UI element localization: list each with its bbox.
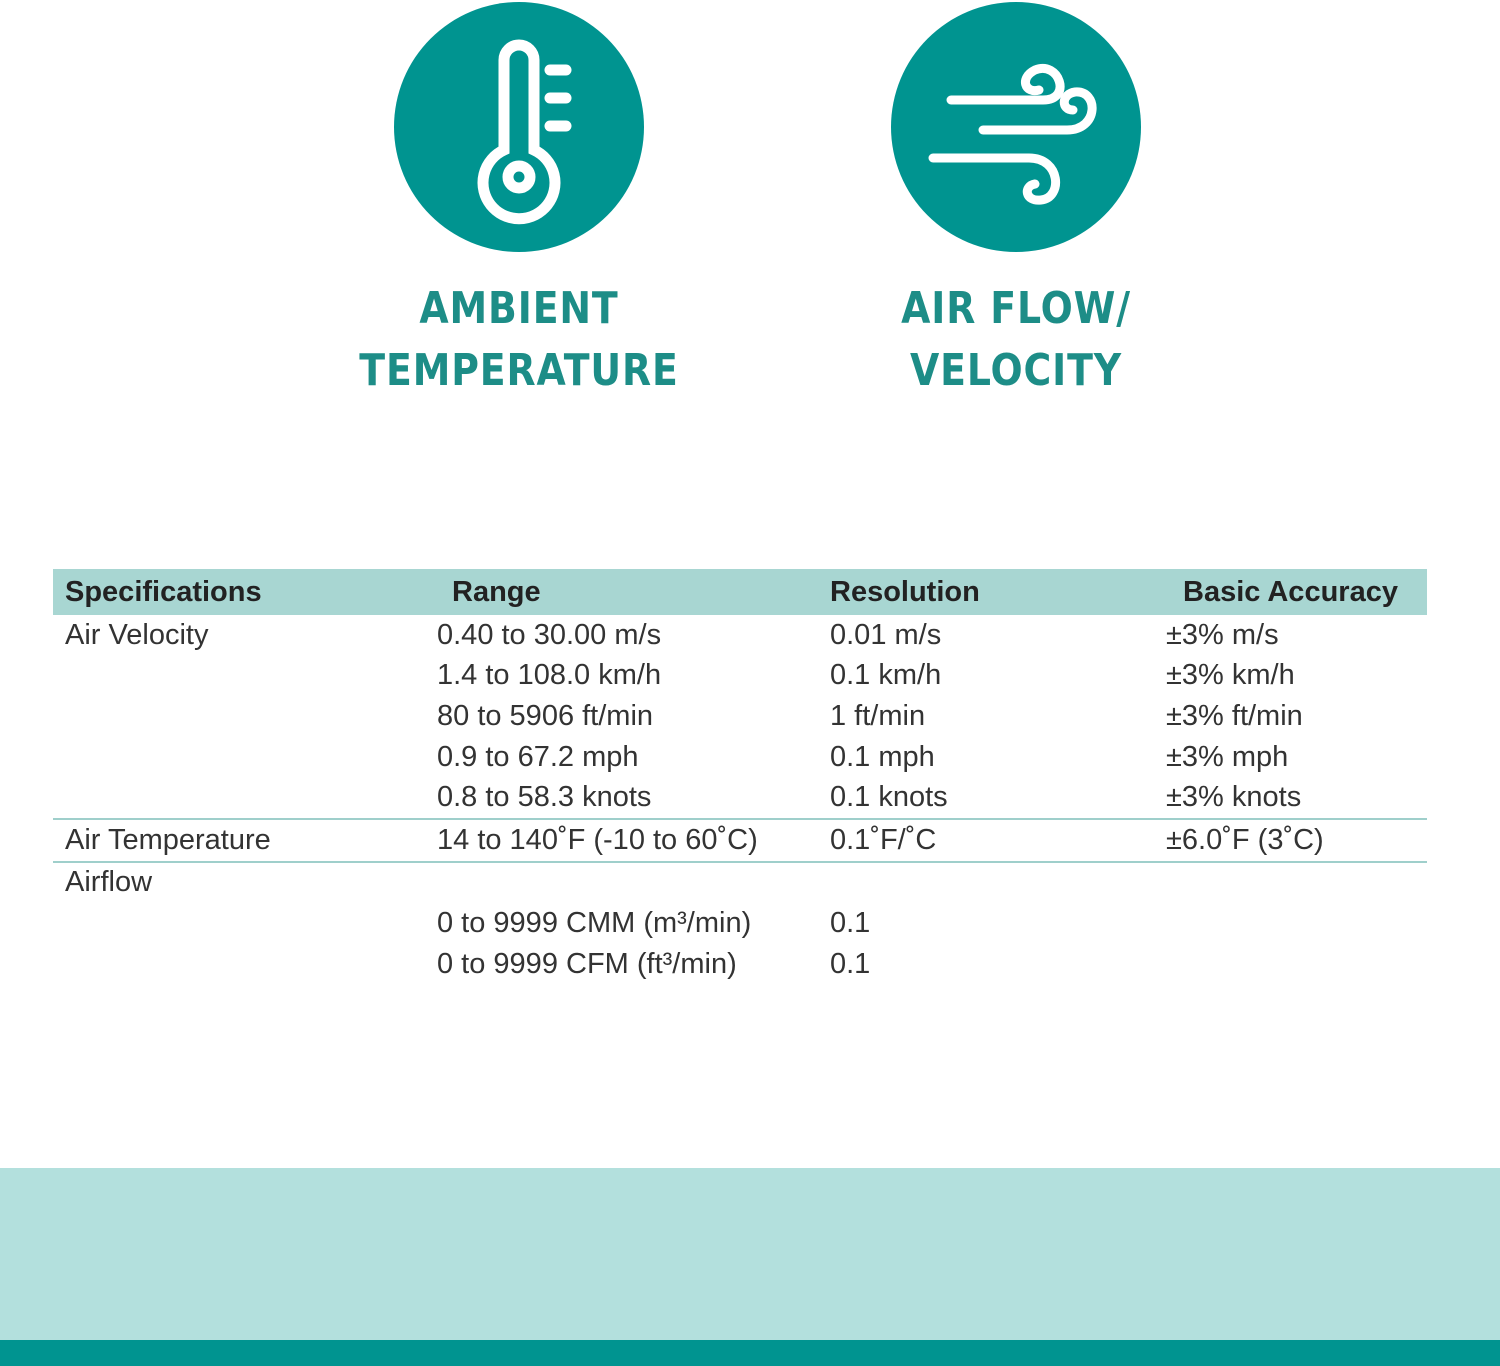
- spec-range: [437, 862, 824, 904]
- table-row: [53, 903, 1427, 944]
- table-row: [53, 819, 1427, 862]
- spec-accuracy: ±6.0˚F (3˚C): [1166, 819, 1427, 862]
- spec-name: [53, 656, 437, 697]
- table-row: [53, 656, 1427, 697]
- table-header-row: [53, 569, 1427, 615]
- spec-range: 0 to 9999 CFM (ft³/min): [437, 947, 737, 980]
- feature-air-flow-velocity: [816, 0, 1216, 402]
- spec-accuracy: ±3% knots: [1166, 777, 1427, 819]
- spec-resolution: 0.1˚F/˚C: [824, 819, 1166, 862]
- spec-resolution: 0.1: [830, 947, 871, 980]
- feature-ambient-temperature: [319, 0, 719, 402]
- specifications-table: [53, 569, 1427, 984]
- spec-resolution: 0.1 mph: [830, 740, 935, 773]
- table-row: [53, 944, 1427, 985]
- table-row: [53, 777, 1427, 819]
- feature-title: [347, 278, 691, 402]
- spec-resolution: [824, 862, 1166, 904]
- spec-resolution: 0.1 km/h: [830, 659, 942, 692]
- spec-accuracy: [1166, 944, 1427, 985]
- feature-title: [844, 278, 1188, 402]
- spec-accuracy: ±3% mph: [1166, 740, 1289, 773]
- spec-accuracy: ±3% ft/min: [1166, 699, 1303, 732]
- spec-range: 0.9 to 67.2 mph: [437, 740, 639, 773]
- header-basic-accuracy: Basic Accuracy: [1166, 569, 1427, 615]
- spec-resolution: 1 ft/min: [830, 699, 926, 732]
- feature-title-line1: AMBIENT: [419, 283, 619, 334]
- spec-name: Airflow: [65, 866, 153, 899]
- feature-title-line1: AIR FLOW/: [901, 283, 1131, 334]
- table-row: [53, 696, 1427, 737]
- spec-name: [53, 737, 437, 778]
- spec-accuracy: ±3% km/h: [1166, 659, 1295, 692]
- spec-name: Air Velocity: [65, 618, 209, 651]
- spec-accuracy: [1166, 903, 1427, 944]
- header-resolution: Resolution: [824, 569, 1166, 615]
- spec-range: 1.4 to 108.0 km/h: [437, 659, 662, 692]
- table-row: [53, 737, 1427, 778]
- spec-name: Air Temperature: [53, 819, 437, 862]
- spec-resolution: 0.1: [830, 906, 871, 939]
- spec-resolution: 0.1 knots: [824, 777, 1166, 819]
- feature-title-line2: TEMPERATURE: [359, 345, 679, 396]
- table-row: [53, 862, 1427, 904]
- spec-range: 14 to 140˚F (-10 to 60˚C): [437, 819, 824, 862]
- spec-range: 0 to 9999 CMM (m³/min): [437, 906, 752, 939]
- spec-range: 80 to 5906 ft/min: [437, 699, 654, 732]
- footer-band-light: [0, 1168, 1500, 1340]
- table-row: [53, 615, 1427, 656]
- spec-resolution: 0.01 m/s: [830, 618, 942, 651]
- wind-icon: [891, 2, 1141, 252]
- thermometer-icon: [394, 2, 644, 252]
- spec-name: [53, 777, 437, 819]
- spec-range: 0.8 to 58.3 knots: [437, 777, 824, 819]
- spec-range: 0.40 to 30.00 m/s: [437, 618, 662, 651]
- spec-accuracy: [1166, 862, 1427, 904]
- footer-band-dark: [0, 1340, 1500, 1366]
- spec-name: [53, 903, 437, 944]
- spec-accuracy: ±3% m/s: [1166, 618, 1279, 651]
- header-specifications: Specifications: [53, 569, 437, 615]
- feature-title-line2: VELOCITY: [909, 345, 1123, 396]
- header-range: Range: [437, 569, 824, 615]
- spec-name: [53, 944, 437, 985]
- spec-name: [53, 696, 437, 737]
